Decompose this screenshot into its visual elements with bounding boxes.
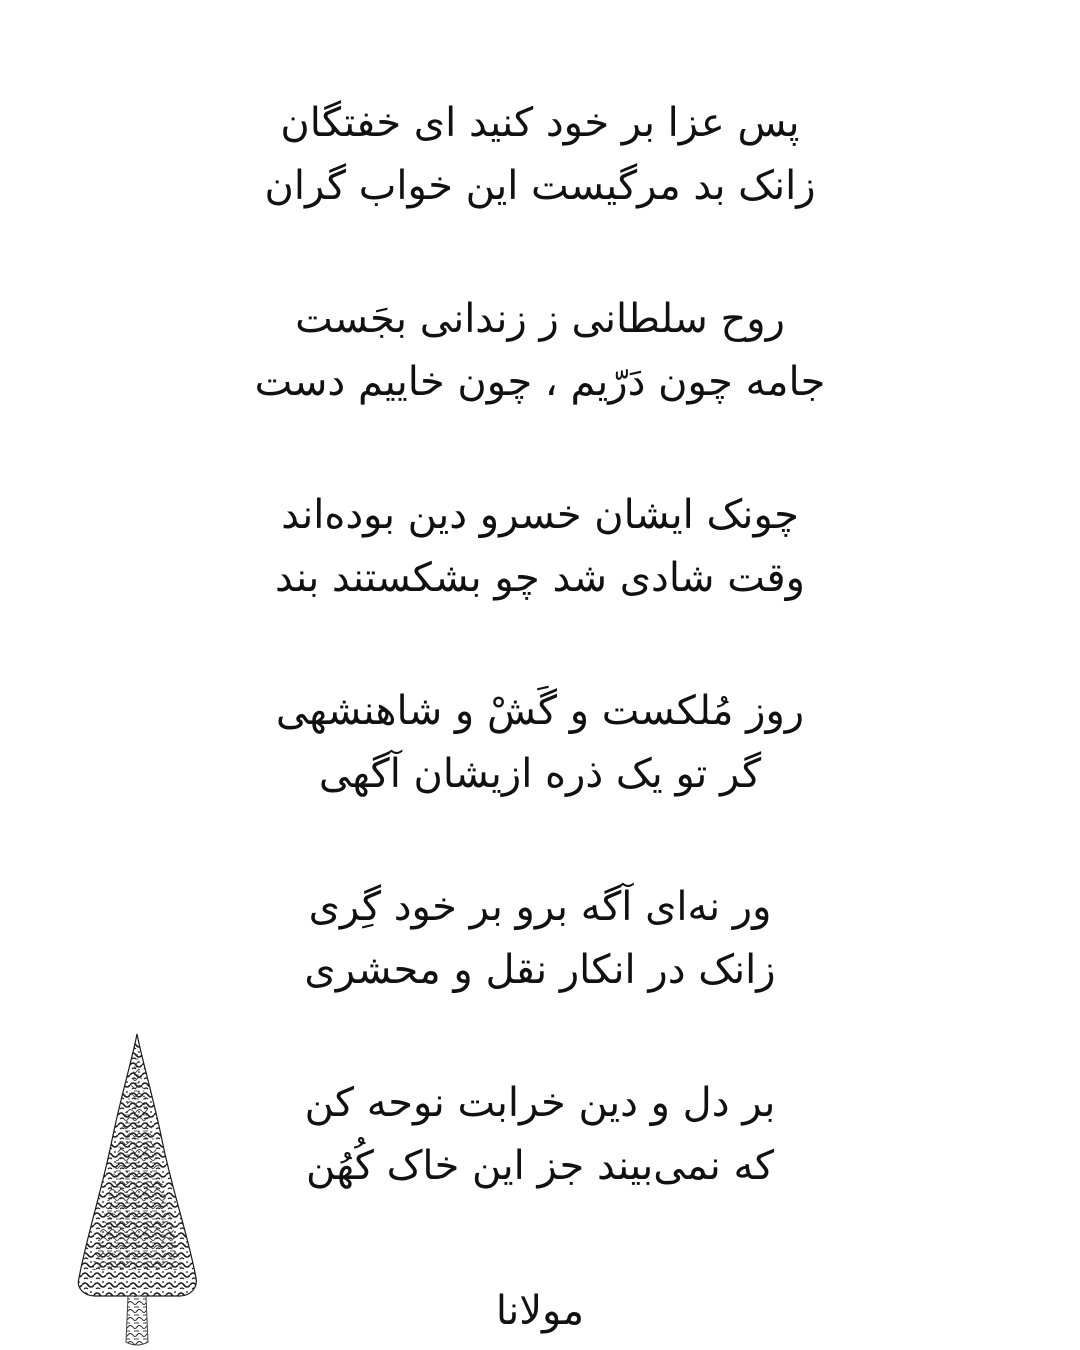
verse-line: زانک بد مرگیست این خواب گران — [264, 163, 816, 209]
verse-line: بر دل و دین خرابت نوحه کن — [304, 1080, 776, 1126]
verse-line: پس عزا بر خود کنید ای خفتگان — [280, 100, 800, 146]
poem — [140, 92, 940, 1268]
verse-line: گر تو یک ذره ازیشان آگهی — [318, 751, 762, 797]
stanza — [140, 484, 940, 610]
stanza — [140, 680, 940, 806]
verse-line: روز مُلکست و گَشْ و شاهنشهی — [275, 688, 805, 734]
verse-line: ور نه‌ای آگه برو بر خود گِری — [308, 884, 772, 930]
poet-signature: مولانا — [495, 1288, 585, 1334]
stanza — [140, 92, 940, 218]
verse-line: روح سلطانی ز زندانی بجَست — [295, 296, 785, 342]
stanza — [140, 288, 940, 414]
verse-line: چونک ایشان خسرو دین بوده‌اند — [281, 492, 799, 538]
stanza — [140, 876, 940, 1002]
stanza — [140, 1072, 940, 1198]
verse-line: که نمی‌بیند جز این خاک کُهُن — [305, 1143, 775, 1189]
verse-line: زانک در انکار نقل و محشری — [304, 947, 776, 993]
verse-line: وقت شادی شد چو بشکستند بند — [275, 555, 805, 601]
verse-line: جامه چون دَرّیم ، چون خاییم دست — [254, 359, 826, 405]
cypress-tree-calligraphy-icon — [70, 1020, 205, 1350]
